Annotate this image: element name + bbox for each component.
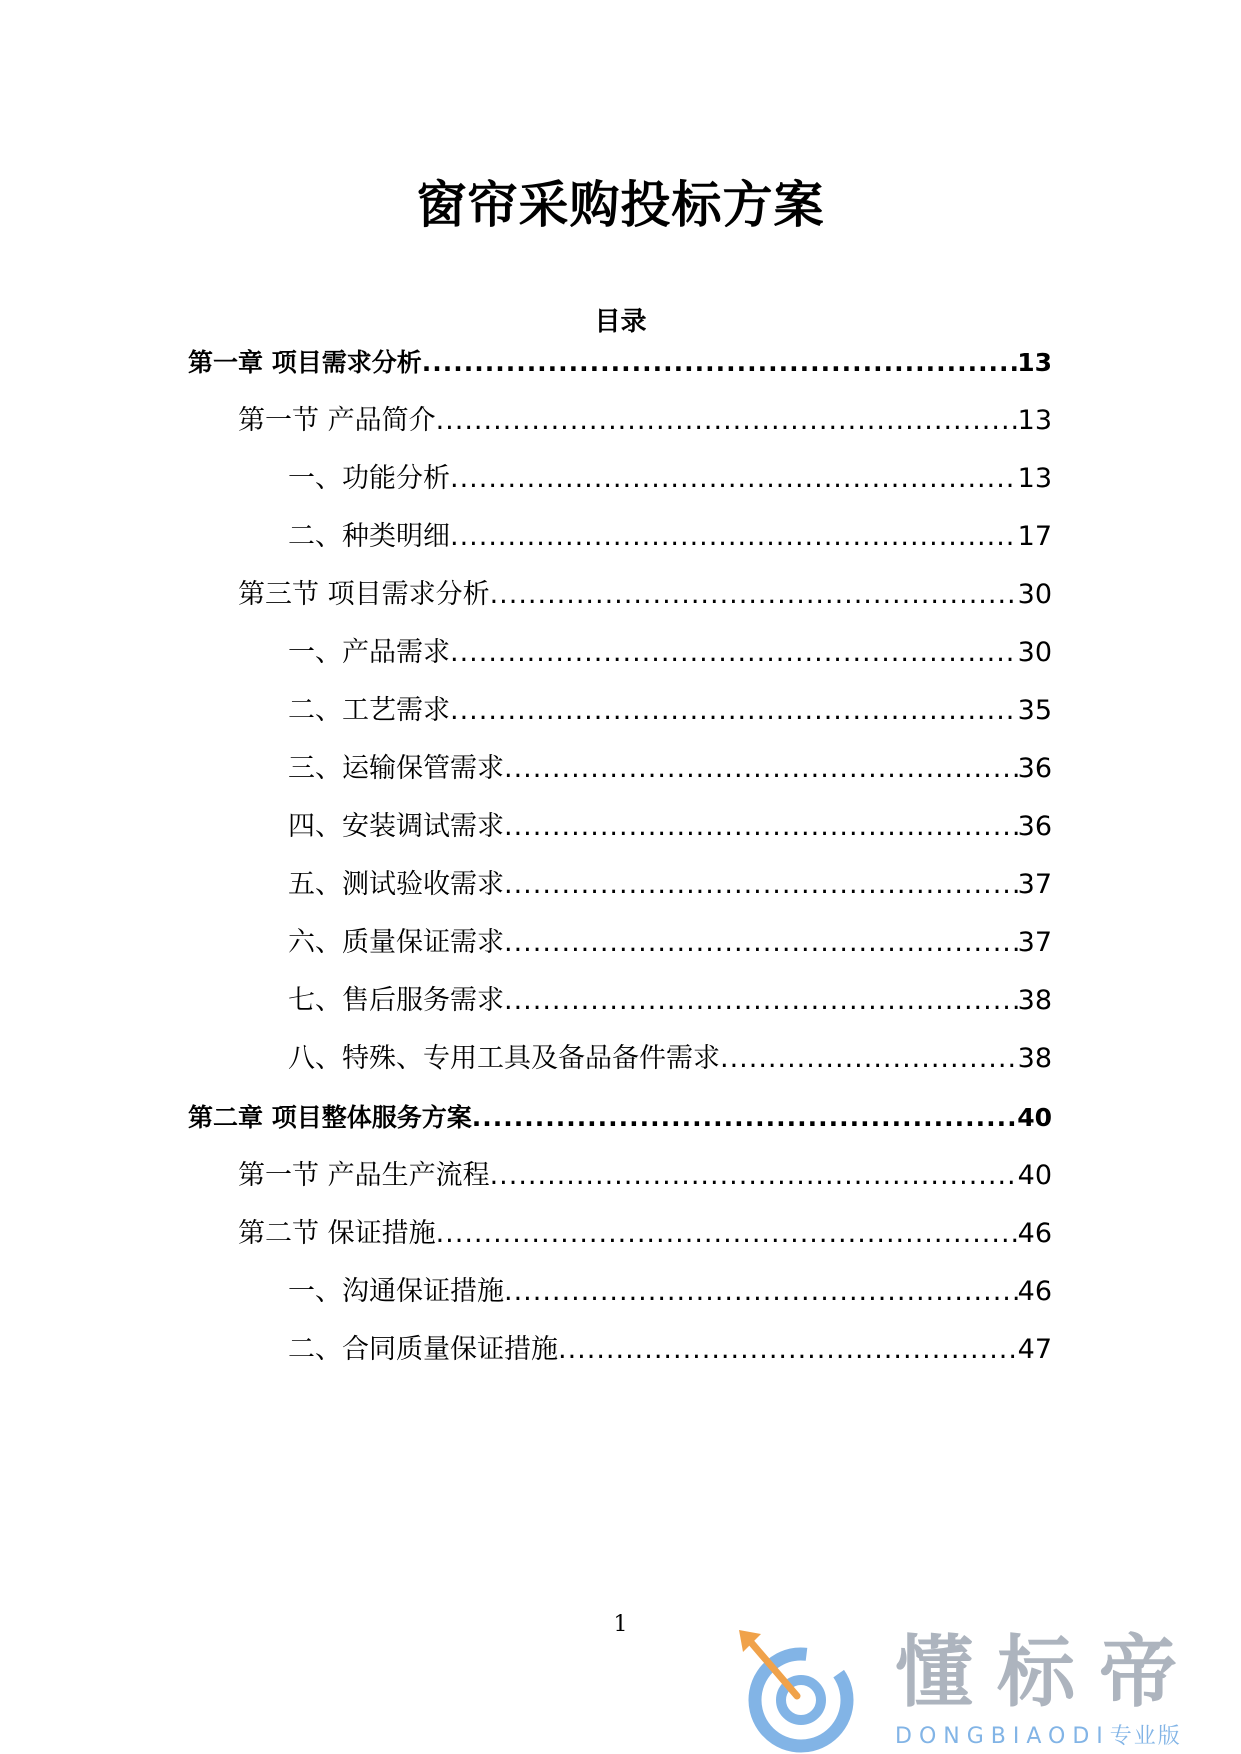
toc-page-number: 38 (1017, 985, 1052, 1016)
document-title: 窗帘采购投标方案 (416, 176, 825, 234)
toc-entry-section[interactable] (238, 401, 1052, 441)
toc-entry-text: 二、工艺需求 (288, 695, 450, 726)
toc-entry-section[interactable] (238, 1214, 1052, 1254)
toc-dot-leader (436, 401, 1018, 441)
toc-page-number: 36 (1017, 753, 1052, 784)
toc-dot-leader (436, 1214, 1018, 1254)
toc-entry-subsection[interactable] (288, 807, 1052, 847)
toc-page-number: 17 (1017, 521, 1052, 552)
toc-dot-leader (504, 1272, 1018, 1312)
toc-page-number: 13 (1017, 463, 1052, 494)
toc-entry-chapter[interactable] (188, 343, 1052, 383)
toc-entry-subsection[interactable] (288, 1330, 1052, 1370)
toc-entry-chapter[interactable] (188, 1098, 1052, 1138)
toc-page-number: 38 (1017, 1043, 1052, 1074)
toc-entry-subsection[interactable] (288, 517, 1052, 557)
toc-entry-subsection[interactable] (288, 981, 1052, 1021)
toc-dot-leader (504, 749, 1018, 789)
toc-dot-leader (504, 923, 1018, 963)
toc-entry-subsection[interactable] (288, 633, 1052, 673)
toc-dot-leader (504, 865, 1018, 905)
toc-entry-text: 八、特殊、专用工具及备品备件需求 (288, 1043, 720, 1074)
toc-dot-leader (504, 807, 1018, 847)
watermark-pinyin-text: DONGBIAODI (895, 1724, 1110, 1749)
toc-dot-leader (450, 459, 1018, 499)
toc-entry-text: 一、沟通保证措施 (288, 1276, 504, 1307)
toc-entry-subsection[interactable] (288, 1039, 1052, 1079)
toc-entry-text: 二、合同质量保证措施 (288, 1334, 558, 1365)
toc-entry-text: 第一节 产品生产流程 (238, 1160, 490, 1191)
watermark-pinyin (895, 1724, 1182, 1750)
toc-page-number: 37 (1017, 927, 1052, 958)
toc-dot-leader (450, 691, 1018, 731)
toc-entry-subsection[interactable] (288, 1272, 1052, 1312)
toc-entry-subsection[interactable] (288, 749, 1052, 789)
toc-entry-subsection[interactable] (288, 691, 1052, 731)
toc-page-number: 13 (1017, 405, 1052, 436)
toc-entry-section[interactable] (238, 575, 1052, 615)
toc-dot-leader (490, 575, 1018, 615)
toc-page-number: 37 (1017, 869, 1052, 900)
toc-heading: 目录 (594, 307, 647, 337)
toc-page-number: 46 (1017, 1218, 1052, 1249)
toc-page-number: 30 (1017, 637, 1052, 668)
toc-entry-text: 七、售后服务需求 (288, 985, 504, 1016)
toc-page-number: 46 (1017, 1276, 1052, 1307)
toc-entry-text: 四、安装调试需求 (288, 811, 504, 842)
toc-dot-leader (720, 1039, 1018, 1079)
toc-dot-leader (422, 343, 1017, 383)
toc-dot-leader (558, 1330, 1018, 1370)
toc-entry-text: 第一章 项目需求分析 (188, 348, 422, 377)
toc-dot-leader (472, 1098, 1017, 1138)
toc-page-number: 35 (1017, 695, 1052, 726)
toc-page-number: 36 (1017, 811, 1052, 842)
page-number: 1 (613, 1612, 628, 1637)
toc-entry-text: 六、质量保证需求 (288, 927, 504, 958)
toc-entry-text: 三、运输保管需求 (288, 753, 504, 784)
target-arrow-icon (735, 1626, 865, 1754)
toc-entry-subsection[interactable] (288, 923, 1052, 963)
toc-entry-text: 第一节 产品简介 (238, 405, 436, 436)
toc-dot-leader (450, 633, 1018, 673)
toc-entry-text: 第三节 项目需求分析 (238, 579, 490, 610)
watermark (735, 1626, 1220, 1754)
toc-page-number: 40 (1017, 1103, 1052, 1132)
toc-page-number: 30 (1017, 579, 1052, 610)
toc-entry-section[interactable] (238, 1156, 1052, 1196)
toc-entry-subsection[interactable] (288, 459, 1052, 499)
toc-page-number: 47 (1017, 1334, 1052, 1365)
toc-dot-leader (450, 517, 1018, 557)
toc-entry-subsection[interactable] (288, 865, 1052, 905)
toc-page-number: 40 (1017, 1160, 1052, 1191)
watermark-edition: 专业版 (1109, 1724, 1182, 1749)
toc-entry-text: 一、产品需求 (288, 637, 450, 668)
toc-page-number: 13 (1017, 348, 1052, 377)
toc-entry-text: 五、测试验收需求 (288, 869, 504, 900)
toc-dot-leader (490, 1156, 1018, 1196)
toc-dot-leader (504, 981, 1018, 1021)
watermark-brand-name: 懂标帝 (895, 1628, 1202, 1718)
toc-entry-text: 第二节 保证措施 (238, 1218, 436, 1249)
toc-entry-text: 第二章 项目整体服务方案 (188, 1103, 472, 1132)
toc-entry-text: 一、功能分析 (288, 463, 450, 494)
toc-entry-text: 二、种类明细 (288, 521, 450, 552)
